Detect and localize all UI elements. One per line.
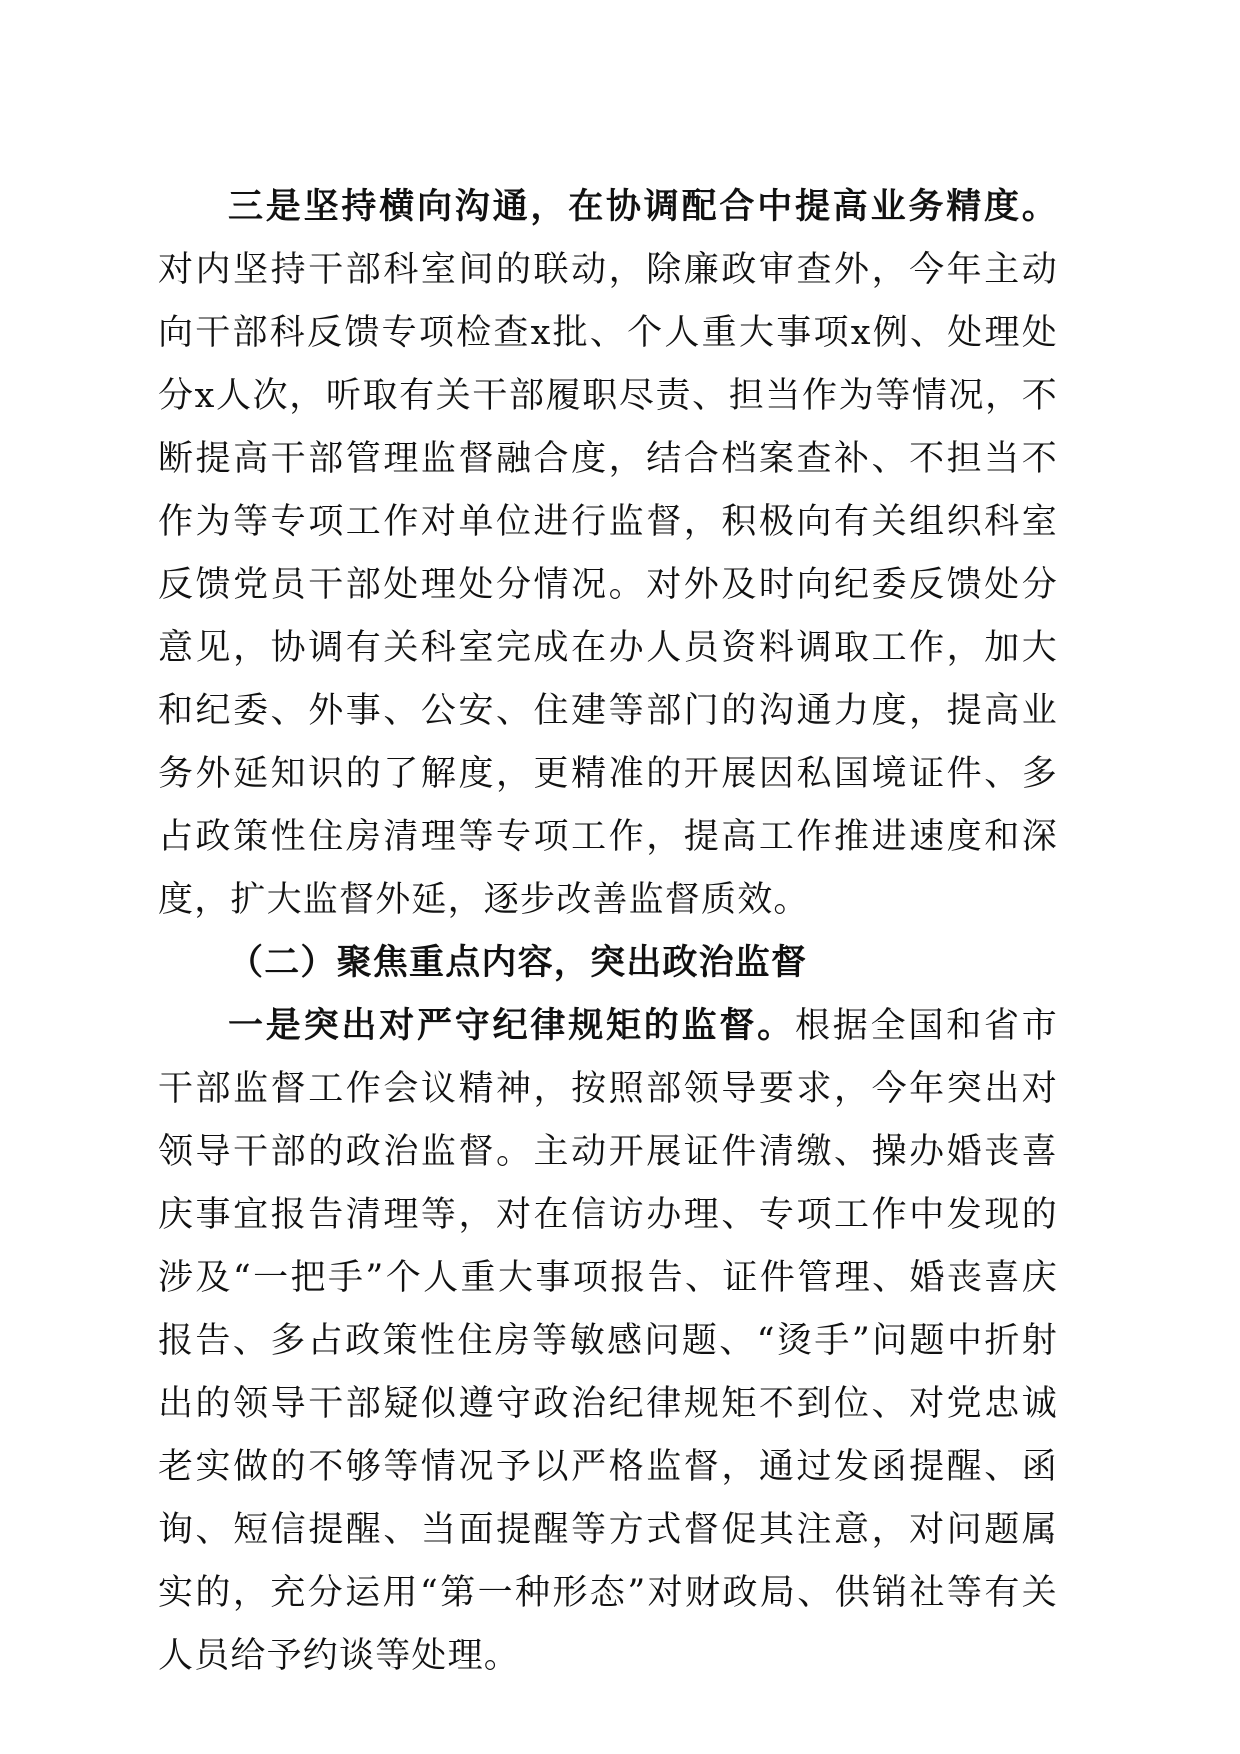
section-heading: （二）聚焦重点内容，突出政治监督 [228,943,808,983]
document-body [158,176,1058,1688]
paragraph-horizontal-communication [158,176,1058,932]
paragraph-body: 根据全国和省市干部监督工作会议精神，按照部领导要求，今年突出对领导干部的政治监督。主动开展证件清缴、操办婚丧喜庆事宜报告清理等，对在信访办理、专项工作中发现的涉及“一把手”个人重大事项报告、证件管理、婚丧喜庆报告、多占政策性住房等敏感问题、“烫手”问题中折射出的领导干部疑似遵守政治纪律规矩不到位、对党忠诚老实做的不够等情况予以严格监督，通过发函提醒、函询、短信提醒、当面提醒等方式督促其注意，对问题属实的，充分运用“第一种形态”对财政局、供销社等有关人员给予约谈等处理。 [158,1006,1058,1676]
paragraph-discipline-supervision [158,995,1058,1688]
paragraph-lead: 三是坚持横向沟通，在协调配合中提高业务精度。 [228,187,1058,227]
paragraph-lead: 一是突出对严守纪律规矩的监督。 [228,1006,795,1046]
paragraph-body: 对内坚持干部科室间的联动，除廉政审查外，今年主动向干部科反馈专项检查x批、个人重大事项x例、处理处分x人次，听取有关干部履职尽责、担当作为等情况，不断提高干部管理监督融合度，结合档案查补、不担当不作为等专项工作对单位进行监督，积极向有关组织科室反馈党员干部处理处分情况。对外及时向纪委反馈处分意见，协调有关科室完成在办人员资料调取工作，加大和纪委、外事、公安、住建等部门的沟通力度，提高业务外延知识的了解度，更精准的开展因私国境证件、多占政策性住房清理等专项工作，提高工作推进速度和深度，扩大监督外延，逐步改善监督质效。 [158,250,1058,920]
